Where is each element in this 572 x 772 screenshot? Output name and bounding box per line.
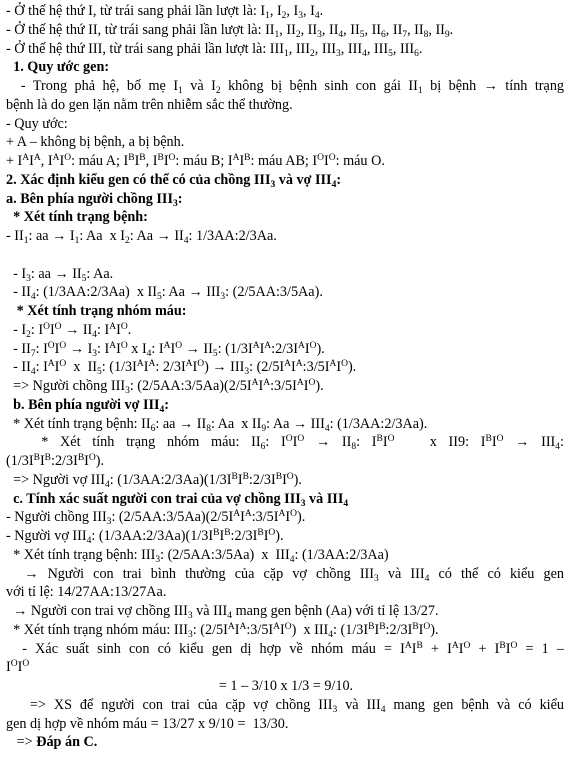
- text-line: - $II_4$: (1/3AA:2/3Aa) x $II_5$: $Aa \to III_3$: (2/5AA:3/5Aa).: [6, 284, 323, 303]
- text-line: 1. Quy ước gen:: [13, 59, 110, 76]
- text-line: b. Bên phía người vợ $III_4$:: [13, 396, 170, 415]
- text-line: - Xác suất sinh con có kiểu gen dị hợp về nhóm máu = $I^AI^B + I^AI^O + I^BI^O = 1$ –: [6, 640, 564, 657]
- text-line: => XS để người con trai của cặp vợ chồng $III_3$ và $III_4$ mang gen bệnh và có kiểu: [6, 696, 564, 715]
- text-line: => Đáp án C.: [6, 734, 98, 751]
- text-line: a. Bên phía người chồng $III_3$:: [6, 190, 183, 209]
- text-line: * Xét tính trạng nhóm máu: $II_6$: $I^OI^O \to II_8$: $I^BI^O$ x II9: $I^BI^O \to III_4$:: [6, 434, 564, 453]
- text-line: - Ở thế hệ thứ III, từ trái sang phải lần lượt là: $III_1$, $III_2$, $III_3$, $III_4$, $III_5$, $III_6$.: [6, 40, 423, 59]
- text-line: - Trong phả hệ, bố mẹ $I_1$ và $I_2$ không bị bệnh sinh con gái $II_1$ bị bệnh → tính trạng: [6, 78, 565, 96]
- text-line: + $I^AI^A$, $I^AI^O$: máu A; $I^BI^B$, $I^BI^O$: máu B; $I^AI^B$: máu AB; $I^OI^O$: máu O.: [6, 153, 385, 169]
- text-line: - Quy ước:: [6, 115, 68, 132]
- text-line: $I^OI^O$: [6, 659, 30, 676]
- text-line: * Xét tính trạng nhóm máu: $III_3$: $(2/5I^AI^A:3/5I^AI^O)$ x $III_4$: $(1/3I^BI^B:2/3I^BI^O)$.: [6, 621, 439, 640]
- text-line: - $II_1$: aa → $I_1$: Aa x $I_2$: $Aa \to II_4$: 1/3AA:2/3Aa.: [6, 228, 277, 246]
- text-line: - $II_4$: $I^AI^O$ x $II_5$: ($1/3I^AI^A$: $2/3I^AI^O) \to III_3$: $(2/5I^AI^A:3/5I^AI^O)$.: [6, 359, 357, 378]
- text-line: với tỉ lệ: 14/27AA:13/27Aa.: [6, 584, 167, 601]
- text-line: + A – không bị bệnh, a bị bệnh.: [6, 134, 185, 151]
- text-line: => Người chồng $III_3$: $(2/5AA:3/5Aa)(2/5I^AI^A:3/5I^AI^O)$.: [6, 378, 324, 396]
- text-line: * Xét tính trạng bệnh: $II_6$: aa → $II_8$: Aa x $II_9$: $Aa \to III_4$: (1/3AA:2/3Aa).: [6, 415, 428, 434]
- text-line: - $I_2$: $I^OI^O \to II_4$: $I^AI^O$.: [6, 321, 132, 340]
- text-line: - Người vợ $III_4$: $(1/3AA:2/3Aa)(1/3I^BI^B:2/3I^BI^O)$.: [6, 528, 284, 546]
- text-line: => Người vợ $III_4$: $(1/3AA:2/3Aa)(1/3I^BI^B:2/3I^BI^O)$.: [6, 471, 302, 490]
- text-line: bệnh là do gen lặn nằm trên nhiễm sắc thể thường.: [6, 96, 293, 113]
- text-line: → Người con trai vợ chồng $III_3$ và $III_4$ mang gen bệnh (Aa) với tỉ lệ 13/27.: [6, 603, 439, 621]
- text-line: c. Tính xác suất người con trai của vợ chồng $III_3$ và $III_4$: [13, 490, 349, 509]
- text-line: - $II_7$: $I^OI^O \to I_3$: $I^AI^O$ x $I_4$: $I^AI^O \to II_5$: $(1/3I^AI^A:2/3I^AI^O)$.: [6, 340, 325, 359]
- text-line: = 1 – 3/10 x 1/3 = 9/10.: [218, 678, 354, 694]
- text-line: gen dị hợp về nhóm máu = 13/27 x 9/10 = 13/30.: [6, 715, 289, 732]
- text-line: - Người chồng $III_3$: $(2/5AA:3/5Aa)(2/5I^AI^A:3/5I^AI^O)$.: [6, 509, 306, 528]
- text-line: * Xét tính trạng bệnh: $III_3$: (2/5AA:3/5Aa) x $III_4$: (1/3AA:2/3Aa): [6, 546, 389, 565]
- text-line: - Ở thế hệ thứ I, từ trái sang phải lần lượt là: $I_1$, $I_2$, $I_3$, $I_4$.: [6, 3, 324, 21]
- text-line: → Người con trai bình thường của cặp vợ chồng $III_3$ và $III_4$ có thể có kiểu gen: [6, 565, 564, 584]
- text-line: - $I_3$: aa → $II_5$: Aa.: [6, 265, 114, 284]
- text-line: [6, 246, 564, 265]
- text-line: * Xét tính trạng bệnh:: [13, 209, 148, 226]
- text-line: * Xét tính trạng nhóm máu:: [16, 303, 187, 319]
- text-line: 2. Xác định kiểu gen có thể có của chồng $III_3$ và vợ $III_4$:: [6, 171, 342, 190]
- text-line: - Ở thế hệ thứ II, từ trái sang phải lần lượt là: $II_1$, $II_2$, $II_3$, $II_4$, $II_5$, $II_6$, $II_7$, $II_8$, $II_9$.: [6, 21, 454, 40]
- text-line: $(1/3I^BI^B:2/3I^BI^O)$.: [6, 453, 105, 469]
